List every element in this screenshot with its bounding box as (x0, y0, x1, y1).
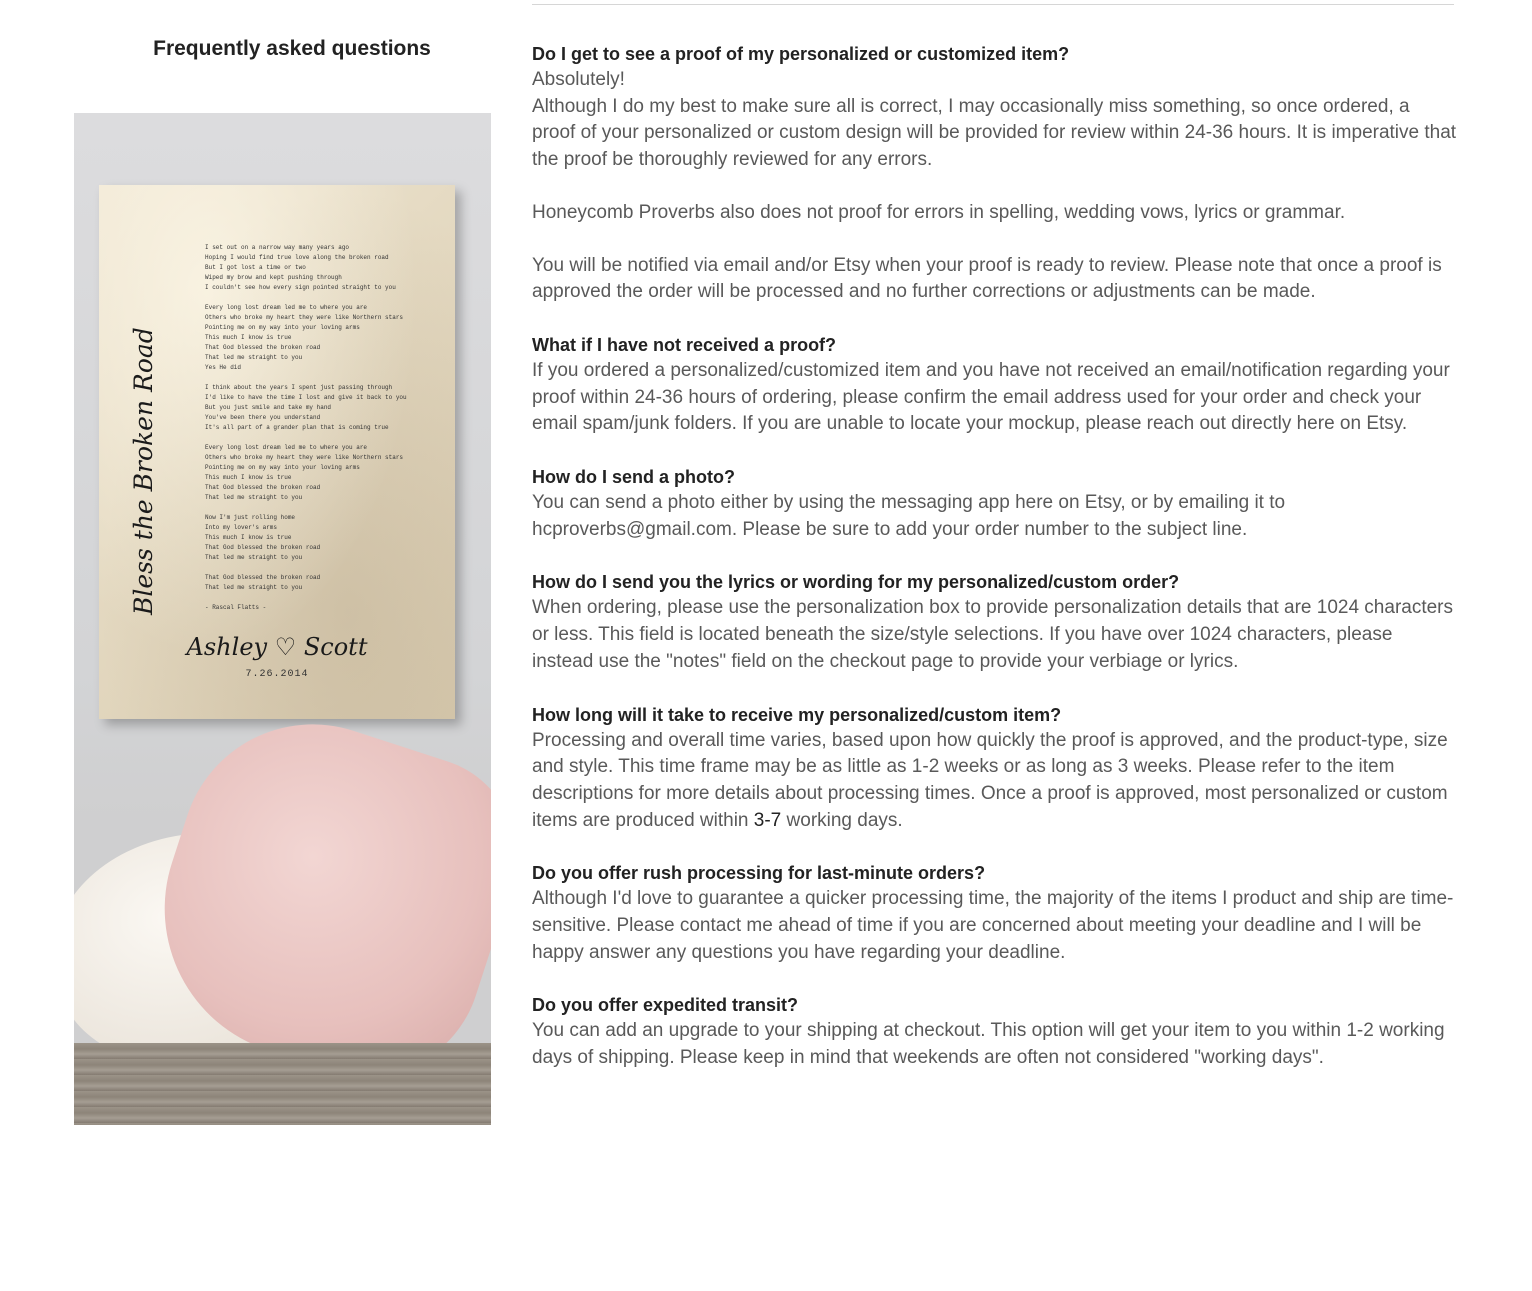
lyric-line: That led me straight to you (205, 354, 303, 361)
lyric-line: That God blessed the broken road (205, 344, 321, 351)
faq-answer (532, 358, 1457, 438)
faq-answer-paragraph: Although I do my best to make sure all is correct, I may occasionally miss something, so once ordered, a proof of your personalized or custom design will be provided for review within 24-36 hours. It is imperative that the proof be thoroughly reviewed for any errors. (532, 95, 1457, 171)
lyric-line: I set out on a narrow way many years ago (205, 244, 350, 251)
print-names: Ashley ♡ Scott (186, 633, 368, 661)
faq-answer-paragraph (532, 728, 1457, 835)
faq-answer-paragraph: Absolutely! (532, 69, 625, 90)
print-lyrics (205, 243, 445, 613)
faq-answer (532, 1018, 1457, 1071)
faq-answer-paragraph: When ordering, please use the personalization box to provide personalization details that are 1024 characters or less. This field is located beneath the size/style selections. If you have over 1024 characters, please instead use the "notes" field on the checkout page to provide your verbiage or lyrics. (532, 597, 1454, 672)
lyric-line: You've been there you understand (205, 414, 321, 421)
lyric-line: Every long lost dream led me to where you are (205, 304, 368, 311)
faq-question: How long will it take to receive my personalized/custom item? (532, 704, 1062, 725)
faq-answer (532, 490, 1457, 543)
lyric-line: Every long lost dream led me to where you are (205, 444, 368, 451)
lyric-stanza-gap (205, 563, 445, 573)
lyric-line: Yes He did (205, 364, 242, 371)
lyric-line: This much I know is true (205, 474, 292, 481)
faq-question: How do I send you the lyrics or wording for my personalized/custom order? (532, 572, 1180, 593)
faq-answer-paragraph: You will be notified via email and/or Etsy when your proof is ready to review. Please note that once a proof is approved the order will be processed and no further corrections or adjustments can be made. (532, 254, 1442, 303)
lyric-line: Pointing me on my way into your loving arms (205, 324, 360, 331)
faq-item (532, 332, 1457, 438)
lyric-stanza-gap (205, 503, 445, 513)
lyric-line: This much I know is true (205, 334, 292, 341)
faq-answer-paragraph: You can send a photo either by using the messaging app here on Etsy, or by emailing it to hcproverbs@gmail.com. Please be sure to add your order number to the subject line. (532, 492, 1286, 540)
lyric-line: That God blessed the broken road (205, 484, 321, 491)
faq-answer (532, 728, 1457, 835)
top-divider (532, 4, 1454, 5)
faq-item (532, 569, 1457, 675)
wood-surface (74, 1043, 491, 1125)
faq-answer (532, 67, 1457, 306)
faq-item (532, 41, 1457, 306)
lyric-line: I couldn't see how every sign pointed straight to you (205, 284, 396, 291)
faq-item (532, 702, 1457, 835)
faq-answer-paragraph: Honeycomb Proverbs also does not proof for errors in spelling, wedding vows, lyrics or grammar. (532, 201, 1346, 223)
faq-answer-text: working days. (781, 809, 903, 831)
lyric-line: Into my lover's arms (205, 524, 278, 531)
lyric-line: Pointing me on my way into your loving arms (205, 464, 360, 471)
shop-photo (74, 113, 491, 1125)
print-date: 7.26.2014 (245, 669, 309, 680)
lyric-stanza-gap (205, 593, 445, 603)
canvas-print (99, 185, 455, 719)
lyric-line: That led me straight to you (205, 494, 303, 501)
print-title: Bless the Broken Road (129, 327, 158, 615)
lyric-line: But I got lost a time or two (205, 264, 306, 271)
faq-answer-paragraph: You can add an upgrade to your shipping at checkout. This option will get your item to you within 1-2 working days of shipping. Please keep in mind that weekends are often not considered "working days". (532, 1020, 1445, 1069)
lyric-line: This much I know is true (205, 534, 292, 541)
faq-question: Do you offer rush processing for last-minute orders? (532, 863, 986, 884)
faq-answer-paragraph: If you ordered a personalized/customized item and you have not received an email/notification regarding your proof within 24-36 hours of ordering, please confirm the email address used for your order and check your email spam/junk folders. If you are unable to locate your mockup, please reach out directly here on Etsy. (532, 359, 1450, 435)
processing-days-highlight: 3-7 (753, 809, 782, 831)
faq-item (532, 992, 1457, 1071)
lyric-line: I think about the years I spent just passing through (205, 384, 393, 391)
lyric-line: Wiped my brow and kept pushing through (205, 274, 342, 281)
lyric-line: But you just smile and take my hand (205, 404, 332, 411)
lyric-line: Others who broke my heart they were like Northern stars (205, 454, 404, 461)
faq-question: What if I have not received a proof? (532, 334, 837, 355)
faq-item (532, 464, 1457, 543)
lyric-line: That God blessed the broken road (205, 544, 321, 551)
lyric-line: That led me straight to you (205, 584, 303, 591)
lyric-line: I'd like to have the time I lost and give it back to you (205, 394, 407, 401)
faq-question: How do I send a photo? (532, 467, 735, 488)
faq-answer (532, 886, 1457, 966)
lyric-stanza-gap (205, 293, 445, 303)
faq-item (532, 860, 1457, 966)
faq-question: Do I get to see a proof of my personalized or customized item? (532, 44, 1070, 64)
lyric-line: Hoping I would find true love along the broken road (205, 254, 389, 261)
lyric-line: Now I'm just rolling home (205, 514, 296, 521)
lyric-line: That led me straight to you (205, 554, 303, 561)
lyric-line: - Rascal Flatts - (205, 604, 267, 611)
faq-list (532, 41, 1457, 1098)
lyric-stanza-gap (205, 373, 445, 383)
faq-question: Do you offer expedited transit? (532, 995, 799, 1016)
lyric-stanza-gap (205, 433, 445, 443)
lyric-line: It's all part of a grander plan that is coming true (205, 424, 389, 431)
faq-answer-paragraph: Although I'd love to guarantee a quicker processing time, the majority of the items I product and ship are time-sensitive. Please contact me ahead of time if you are concerned about meeting your deadline and I will be happy answer any questions you have regarding your deadline. (532, 888, 1454, 963)
lyric-line: Others who broke my heart they were like Northern stars (205, 314, 404, 321)
lyric-line: That God blessed the broken road (205, 574, 321, 581)
faq-section-title: Frequently asked questions (153, 37, 431, 60)
faq-answer (532, 595, 1457, 675)
faq-answer-text: Processing and overall time varies, based upon how quickly the proof is approved, and the product-type, size and style. This time frame may be as little as 1-2 weeks or as long as 3 weeks. Please refer to the item descriptions for more details about processing times. Once a proof is approved, most personalized or custom items are produced within (532, 729, 1448, 831)
